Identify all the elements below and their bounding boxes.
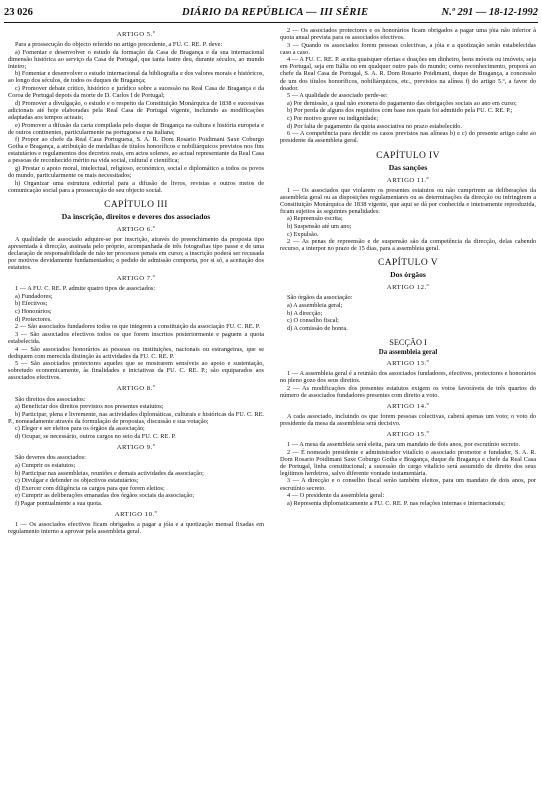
chapter-heading: CAPÍTULO IV bbox=[376, 150, 440, 161]
paragraph: 3 — São associados efectivos todos os que forem inscritos posteriormente e paguem a quota estabelecida. bbox=[8, 330, 264, 345]
paragraph: a) A assembleia geral; bbox=[287, 302, 343, 310]
paragraph: f) Pagar pontualmente a sua quota. bbox=[15, 500, 103, 508]
article-heading: ARTIGO 13.º bbox=[386, 360, 430, 368]
paragraph: São deveres dos associados: bbox=[15, 454, 86, 462]
chapter-title: Da inscrição, direitos e deveres dos associados bbox=[61, 211, 211, 221]
paragraph: São órgãos da associação: bbox=[287, 294, 353, 302]
article-heading: ARTIGO 15.º bbox=[386, 431, 430, 439]
section-title: Da assembleia geral bbox=[378, 349, 438, 356]
paragraph: e) Cumprir as deliberações emanadas dos órgãos sociais da associação; bbox=[15, 492, 195, 500]
chapter-title: Dos órgãos bbox=[390, 270, 426, 280]
paragraph: h) Organizar uma estrutura editorial para a difusão de livros, revistas e outros meios de comunicação social para a prossecução do seu objecto social. bbox=[8, 179, 264, 194]
paragraph: 5 — A qualidade de associado perde-se: bbox=[287, 92, 388, 100]
section-heading: SECÇÃO I bbox=[389, 338, 427, 347]
article-heading: ARTIGO 11.º bbox=[386, 176, 430, 184]
paragraph: 1 — A mesa da assembleia será eleita, para um mandato de dois anos, por escrutínio secreto. bbox=[287, 441, 521, 449]
paragraph: 4 — A FU. C. RE. P. aceita quaisquer ofertas e doações em dinheiro, bens móveis ou imóveis, seja em Portugal, seja em Itália ou em qualquer outro país do mundo; como reconhecimento, proporá ao chefe da Real Casa de Portugal, S. A. R. Dom Rosario Poidimani, duque de Bragança, a concessão de um dos títulos honoríficos, nobiliárquicos, etc., previstos na alínea f) do artigo 5.º, a favor do doador. bbox=[280, 56, 536, 92]
paragraph: d) Protectores. bbox=[15, 315, 52, 323]
paragraph: e) Promover a difusão da carta compilada pelo duque de Bragança na cultura e história europeia e de outros continentes, particularmente na portuguesa e na italiana; bbox=[8, 121, 264, 136]
paragraph: c) Eleger e ser eleitos para os órgãos da associação; bbox=[15, 425, 145, 433]
paragraph: b) Por perda de alguns dos requisitos com base nos quais foi admitido pela FU. C. RE. P.; bbox=[287, 107, 513, 115]
paragraph: c) Promover debate crítico, histórico e jurídico sobre a sucessão na Real Casa de Bragança e da Coroa de Portugal depois da morte de D. Carlos I de Portugal; bbox=[8, 85, 264, 100]
paragraph: 3 — Quando os associados forem pessoas colectivas, a jóia e a quotização serão estabelecidas caso a caso. bbox=[280, 41, 536, 56]
issue-number-date: N.º 291 — 18-12-1992 bbox=[441, 7, 538, 18]
article-heading: ARTIGO 14.º bbox=[386, 402, 430, 410]
paragraph: b) Suspensão até um ano; bbox=[287, 222, 352, 230]
paragraph: 2 — Os associados protectores e os honorários ficam obrigados a pagar uma jóia não inferior à quota anual prevista para os associados efectivos. bbox=[280, 27, 536, 42]
paragraph: 1 — A FU. C. RE. P. admite quatro tipos de associados: bbox=[15, 285, 156, 293]
paragraph: 2 — É nomeado presidente e administrador vitalício o associado promotor e fundador, S. A. R. Dom Rosario Poidimani Saxe Coburgo Gotha e Bragança, duque de Bragança e chefe da Real Casa de Portugal, linha constitucional; a sucessão do cargo vitalício será assumido de direito dos seus legítimos herdeiros, salvo diferente vontade testamentária. bbox=[280, 448, 536, 477]
paragraph: c) Por motivo grave ou indignidade; bbox=[287, 115, 379, 123]
paragraph: a) Fomentar e desenvolver o estudo da formação da Casa de Bragança e da sua internacional dimensão histórica ao serviço da Casa de Portugal, que tanta lustre deu, durante séculos, ao mundo inteiro; bbox=[8, 48, 264, 70]
paragraph: c) O conselho fiscal; bbox=[287, 317, 339, 325]
paragraph: a) Representa diplomaticamente a FU. C. RE. P. nas relações internas e internacionais; bbox=[287, 499, 505, 507]
article-heading: ARTIGO 5.º bbox=[116, 31, 156, 38]
paragraph: 4 — São associados honorários as pessoas ou instituições, nacionais ou estrangeiras, que se dediquem com merecida distinção às actividades da FU. C. RE. P. bbox=[8, 345, 264, 360]
paragraph: 2 — São associados fundadores todos os que integrem a constituição da associação FU. C. RE. P. bbox=[15, 323, 261, 331]
paragraph: f) Propor ao chefe da Real Casa Portuguesa, S. A. R. Dom Rosario Poidimani Saxe Coburgo Gotha e Bragança, a atribuição de medalhas de títulos honoríficos e nobiliárquicos previstos nos fins estatutários e regulamentos dos decretos reais, em actos solenes, ao actual representante da Real Casa a pessoas de reconhecido mérito na vida social, cultural e científica; bbox=[8, 136, 264, 165]
article-heading: ARTIGO 6.º bbox=[116, 225, 156, 233]
paragraph: b) A direcção; bbox=[287, 309, 323, 317]
paragraph: 2 — As penas de repreensão e de suspensão são da competência da direcção, delas cabendo recurso, a interpor no prazo de 15 dias, para a assembleia geral. bbox=[280, 238, 536, 253]
right-column bbox=[280, 27, 536, 507]
paragraph: b) Efectivos; bbox=[15, 300, 48, 308]
page-header bbox=[4, 7, 538, 21]
paragraph: 4 — O presidente da assembleia geral: bbox=[287, 492, 385, 500]
paragraph: d) Exercer com diligência os cargos para que forem eleitos; bbox=[15, 484, 165, 492]
paragraph: 2 — As modificações dos presentes estatutos exigem os votos favoráveis de três quartos do número de associados fundadores presentes com direito a voto. bbox=[280, 384, 536, 399]
page-number: 23 026 bbox=[4, 7, 33, 18]
paragraph: d) Ocupar, se necessário, outros cargos no seio da FU. C. RE. P. bbox=[15, 433, 176, 441]
article-heading: ARTIGO 10.º bbox=[114, 511, 158, 519]
paragraph: a) Fundadores; bbox=[15, 292, 53, 300]
paragraph: d) A comissão de honra. bbox=[287, 324, 348, 332]
paragraph: A qualidade de associado adquire-se por inscrição, através do preenchimento da proposta tipo apresentada à direcção, assinada pelo próprio, acompanhada de três fotografias tipo passe e de uma declaração de responsabilidade de não ter processos penais em curso; a inscrição poderá ser recusada por motivos devidamente fundamentados; o pedido de admissão comporta, por si só, a aceitação dos estatutos. bbox=[8, 235, 264, 272]
paragraph: 1 — Os associados que violarem os presentes estatutos ou não cumprirem as deliberações da assembleia geral ou as disposições regulamentares ou as determinações da direcção ou infringirem a Constituição Monárquica de 1838 vigente, que aqui se dá por conhecida e inteiramente reproduzida, ficam sujeitos às seguintes penalidades: bbox=[280, 186, 536, 215]
paragraph: d) Por falta de pagamento da quota associativa no prazo estabelecido. bbox=[287, 122, 463, 130]
paragraph: a) Beneficiar dos direitos previstos nos presentes estatutos; bbox=[15, 403, 164, 411]
paragraph: 1 — A assembleia geral é a reunião dos associados fundadores, efectivos, protectores e honorários no pleno gozo dos seus direitos. bbox=[280, 370, 536, 385]
paragraph: 3 — A direcção e o conselho fiscal serão também eleitos, para um mandato de dois anos, por escrutínio secreto. bbox=[280, 477, 536, 492]
paragraph: g) Prestar o apoio moral, intelectual, religioso, económico, social e diplomático a todos os povos do mundo, particularmente os mais necessitados; bbox=[8, 165, 264, 180]
chapter-heading: CAPÍTULO III bbox=[104, 199, 168, 210]
header-rule bbox=[4, 22, 538, 23]
paragraph: b) Participar nas assembleias, reuniões e demais actividades da associação; bbox=[15, 469, 204, 477]
paragraph: a) Cumprir os estatutos; bbox=[15, 461, 76, 469]
paragraph: São direitos dos associados: bbox=[15, 395, 86, 403]
journal-title: DIÁRIO DA REPÚBLICA — III SÉRIE bbox=[182, 7, 369, 18]
chapter-heading: CAPÍTULO V bbox=[377, 258, 439, 269]
paragraph: 6 — A competência para decidir os casos previstos nas alíneas b) e c) do presente artigo cabe ao presidente da assembleia geral. bbox=[280, 130, 536, 145]
paragraph: a) Repreensão escrita; bbox=[287, 215, 343, 223]
paragraph: A cada associado, incluindo os que forem pessoas colectivas, caberá apenas um voto; o voto do presidente da mesa da assembleia será decisivo. bbox=[280, 412, 536, 427]
paragraph: c) Honorários; bbox=[15, 308, 52, 316]
article-heading: ARTIGO 7.º bbox=[116, 275, 156, 283]
paragraph: c) Divulgar e defender os objectivos estatutários; bbox=[15, 477, 139, 485]
paragraph: 1 — Os associados efectivos ficam obrigados a pagar a jóia e a quotização mensal fixadas em regulamento interno a aprovar pela assembleia geral. bbox=[8, 521, 264, 536]
paragraph: b) Fomentar e desenvolver o estudo internacional da bibliografia e dos valores morais e históricos, ao longo dos séculos, de todos os duques de Bragança; bbox=[8, 70, 264, 85]
paragraph: a) Por demissão, a qual não exonera do pagamento das obrigações sociais ao ano em curso; bbox=[287, 99, 517, 107]
paragraph: c) Expulsão. bbox=[287, 230, 319, 238]
article-heading: ARTIGO 12.º bbox=[386, 284, 430, 292]
chapter-title: Das sanções bbox=[388, 162, 428, 172]
article-heading: ARTIGO 9.º bbox=[116, 444, 156, 452]
paragraph: 5 — São associados protectores aqueles que se mostrarem sensíveis ao apoio e sustentação, sobretudo economicamente, às finalidades e iniciativas da FU. C. RE. P.; são equiparados aos associados efectivos. bbox=[8, 360, 264, 382]
paragraph: b) Participar, plena e livremente, nas actividades diplomáticas, culturais e históricas da FU. C. RE. P., nomeadamente através da formulação de propostas, discussão e sua votação; bbox=[8, 410, 264, 425]
article-heading: ARTIGO 8.º bbox=[116, 385, 156, 393]
left-column bbox=[8, 27, 264, 536]
paragraph: d) Promover a divulgação, o estudo e o respeito da Constituição Monárquica de 1838 e sucessivas adicionais até hoje elaboradas pela Real Casa de Portugal vigente, incluindo as modificações adaptadas aos tempos actuais; bbox=[8, 99, 264, 121]
paragraph: Para a prossecução do objecto referido no artigo precedente, a FU. C. RE. P. deve: bbox=[15, 41, 223, 49]
